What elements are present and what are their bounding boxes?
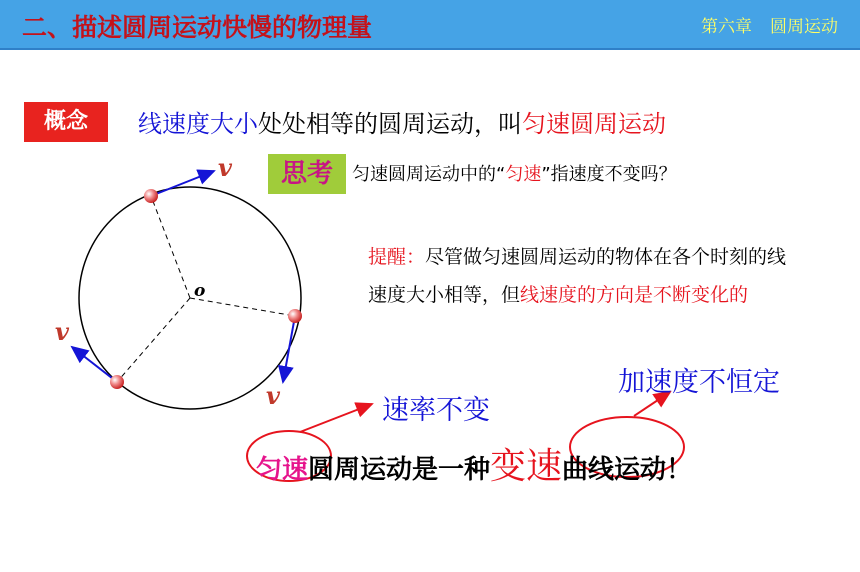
particle [288, 309, 302, 323]
accel-not-constant-label: 加速度不恒定 [618, 367, 780, 398]
rate-constant-label: 速率不变 [382, 395, 490, 426]
chapter-number: 第六章 [701, 17, 752, 37]
radius-line [151, 196, 190, 298]
think-badge: 思考 [268, 154, 346, 194]
pointer-arrow [300, 404, 372, 432]
q-part1: 匀速圆周运动中的“ [352, 164, 506, 185]
velocity-arrow [283, 316, 295, 382]
radius-line [117, 298, 190, 382]
concept-badge: 概念 [24, 102, 108, 142]
chapter-topic: 圆周运动 [770, 17, 838, 37]
summary-mid: 圆周运动是一种 [308, 455, 491, 485]
radius-line [190, 298, 295, 316]
hint-label: 提醒： [368, 246, 426, 268]
velocity-label: v [55, 317, 69, 346]
summary-end: 曲线运动！ [562, 455, 693, 485]
hint-text: 尽管做匀速圆周运动的物体在各个时刻的线速度大小相等，但 [368, 246, 787, 306]
particle [144, 189, 158, 203]
def-body: 处处相等的圆周运动，叫 [258, 110, 522, 138]
summary-variable: 变速 [490, 446, 563, 487]
def-term: 线速度大小 [138, 110, 258, 138]
velocity-label: v [218, 153, 232, 182]
velocity-label: v [266, 381, 280, 410]
particle [110, 375, 124, 389]
summary-uniform: 匀速 [256, 455, 309, 485]
section-title: 二、描述圆周运动快慢的物理量 [22, 13, 373, 42]
velocity-arrow [72, 347, 117, 382]
velocity-arrow [151, 171, 214, 196]
q-key: 匀速 [505, 164, 542, 185]
summary-sentence [256, 438, 692, 489]
def-key: 匀速圆周运动 [522, 110, 666, 138]
q-part3: ”指速度不变吗？ [541, 164, 677, 185]
hint-emphasis: 线速度的方向是不断变化的 [520, 284, 749, 306]
center-label: o [194, 281, 206, 301]
